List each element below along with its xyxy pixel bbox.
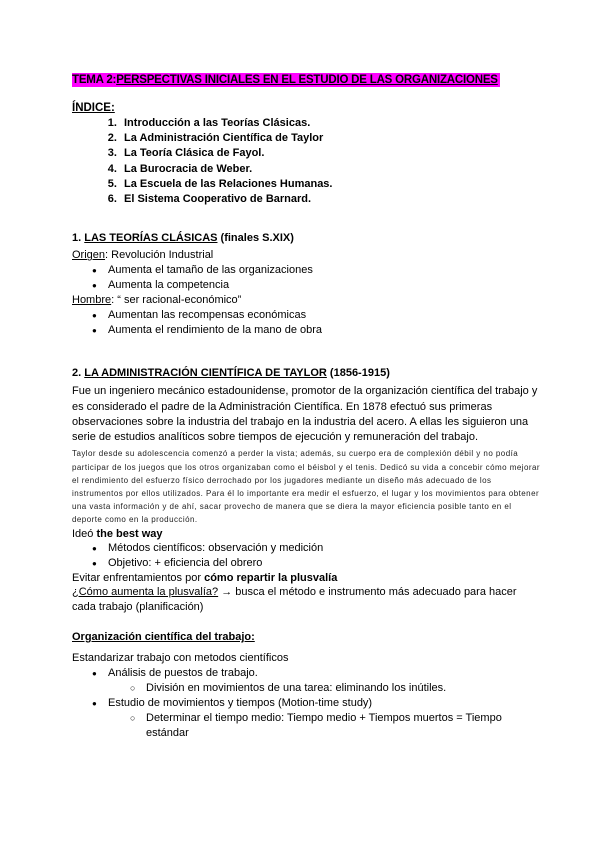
section1-heading: 1. LAS TEORÍAS CLÁSICAS (finales S.XIX) [72, 232, 294, 245]
indice-item: 6. El Sistema Cooperativo de Barnard. [120, 192, 540, 207]
hombre-list [72, 308, 540, 338]
sub-list [108, 681, 540, 696]
evitar-line: Evitar enfrentamientos por cómo repartir la plusvalía [72, 571, 338, 584]
list-item: ● Análisis de puestos de trabajo. ○ División en movimientos de una tarea: eliminando los inútiles. [92, 666, 540, 696]
sub-list-item: ○ Determinar el tiempo medio: Tiempo medio + Tiempos muertos = Tiempo estándar [130, 711, 540, 741]
origen-line: Origen: Revolución Industrial [72, 249, 214, 262]
title-text: PERSPECTIVAS INICIALES EN EL ESTUDIO DE LAS ORGANIZACIONES [116, 74, 498, 86]
indice-item: 4. La Burocracia de Weber. [120, 162, 540, 177]
section2-heading: 2. LA ADMINISTRACIÓN CIENTÍFICA DE TAYLOR (1856-1915) [72, 367, 390, 380]
pregunta-line: ¿Cómo aumenta la plusvalía? → busca el método e instrumento más adecuado para hacer cada trabajo (planificación) [72, 585, 517, 613]
ideo-list [72, 541, 540, 571]
indice-item: 5. La Escuela de las Relaciones Humanas. [120, 177, 540, 192]
org-list [72, 666, 540, 741]
list-item: ● Aumenta la competencia [92, 278, 540, 293]
list-item: ● Aumenta el tamaño de las organizaciones [92, 263, 540, 278]
taylor-quote: Taylor desde su adolescencia comenzó a perder la vista; además, su cuerpo era de complexión débil y no podía participar de los juegos que los otros organizaban como el béisbol y el tenis. Dedicó su vida a concebir cómo mejorar el rendimiento del esfuerzo físico derrochado por los jugadores mediante un diseño más adecuado de los instrumentos por ellos utilizados. Para él lo importante era medir el esfuerzo, el lugar y los movimientos para obtener una vasta información y de ahí, sacar provecho de manera que se diera la mayor eficiencia posible tanto en el deporte como en la producción. [72, 449, 540, 525]
origen-list [72, 263, 540, 293]
sub-list [108, 711, 540, 741]
section2-title: LA ADMINISTRACIÓN CIENTÍFICA DE TAYLOR [84, 367, 327, 380]
indice-list [72, 116, 540, 207]
plusvalia-link[interactable]: ¿Cómo aumenta la plusvalía? [72, 585, 219, 598]
list-item: ● Objetivo: + eficiencia del obrero [92, 556, 540, 571]
indice-item: 2. La Administración Científica de Taylor [120, 131, 540, 146]
sub-list-item: ○ División en movimientos de una tarea: eliminando los inútiles. [130, 681, 540, 696]
list-item: ● Estudio de movimientos y tiempos (Motion-time study) ○ Determinar el tiempo medio: Tiempo medio + Tiempos muertos = Tiempo estándar [92, 696, 540, 741]
indice-item: 1. Introducción a las Teorías Clásicas. [120, 116, 540, 131]
hombre-line: Hombre: “ ser racional-económico” [72, 294, 242, 307]
org-heading: Organización científica del trabajo: [72, 630, 255, 643]
list-item: ● Aumentan las recompensas económicas [92, 308, 540, 323]
list-item: ● Aumenta el rendimiento de la mano de obra [92, 323, 540, 338]
list-item: ● Métodos científicos: observación y medición [92, 541, 540, 556]
ideo-line: Ideó the best way [72, 527, 163, 540]
title-prefix: TEMA 2: [72, 74, 117, 86]
indice-item: 3. La Teoría Clásica de Fayol. [120, 146, 540, 161]
org-intro: Estandarizar trabajo con metodos científicos [72, 651, 289, 664]
section1-title: LAS TEORÍAS CLÁSICAS [84, 232, 218, 245]
taylor-intro: Fue un ingeniero mecánico estadounidense, promotor de la organización científica del trabajo y es considerado el padre de la Administración Científica. En 1878 efectuó sus primeras observaciones sobre la industria del trabajo en la industria del acero. A ellas les siguieron una serie de estudios analíticos sobre tiempos de ejecución y remuneración del trabajo. [72, 385, 538, 444]
indice-heading: ÍNDICE: [72, 102, 115, 114]
document-title [72, 73, 500, 87]
